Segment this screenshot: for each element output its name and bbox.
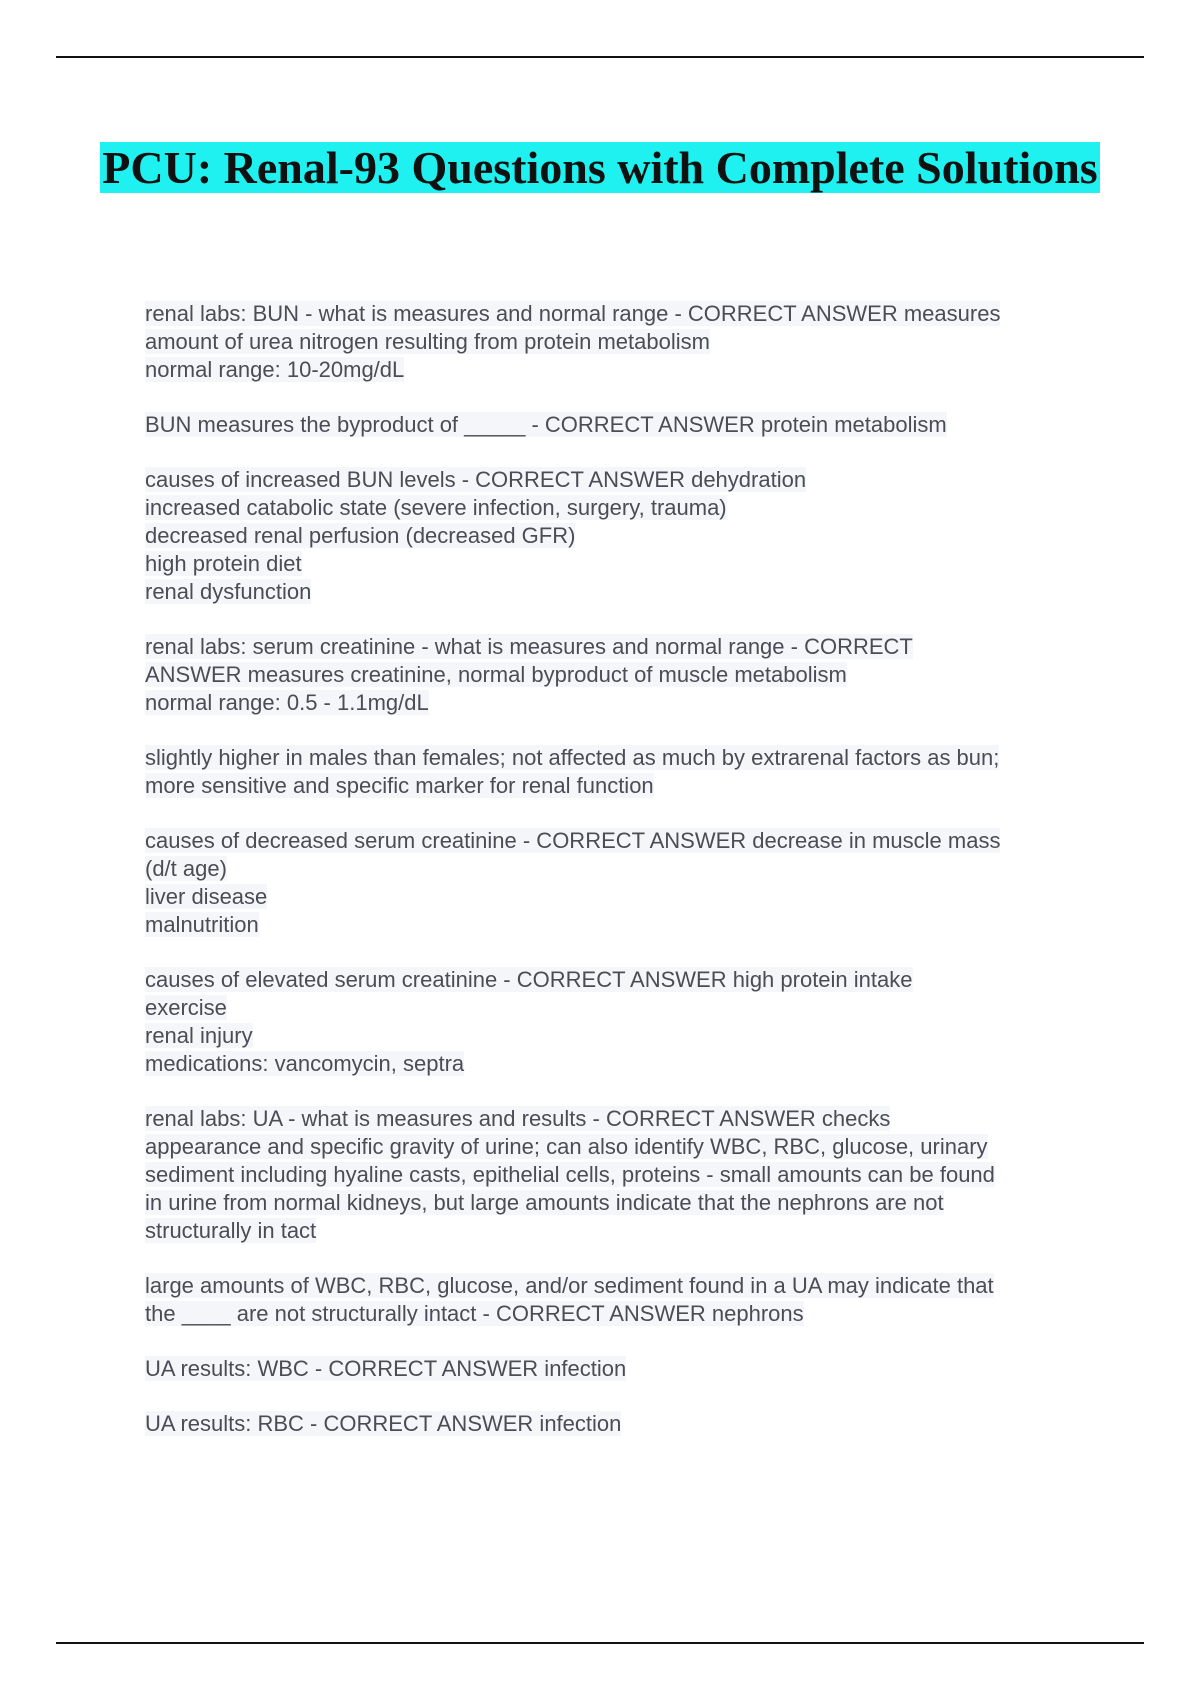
- qa-item: [145, 966, 1095, 1078]
- qa-item: [145, 744, 1095, 800]
- qa-text: BUN measures the byproduct of _____ - CORRECT ANSWER protein metabolism: [145, 412, 947, 437]
- qa-item: [145, 1355, 1095, 1383]
- header-rule: [56, 56, 1144, 58]
- qa-item: [145, 1105, 1095, 1245]
- qa-text: large amounts of WBC, RBC, glucose, and/or sediment found in a UA may indicate that the ____ are not structurally intact - CORRECT ANSWER nephrons: [145, 1273, 994, 1326]
- qa-text: renal labs: BUN - what is measures and normal range - CORRECT ANSWER measures amount of urea nitrogen resulting from protein metabolism normal range: 10-20mg/dL: [145, 301, 1001, 382]
- qa-item: [145, 300, 1095, 384]
- document-title: PCU: Renal-93 Questions with Complete Solutions: [102, 142, 1098, 193]
- qa-text: causes of elevated serum creatinine - CORRECT ANSWER high protein intake exercise renal injury medications: vancomycin, septra: [145, 967, 913, 1076]
- qa-list: [145, 300, 1095, 1465]
- title-block: [0, 140, 1200, 196]
- footer-rule: [56, 1642, 1144, 1644]
- qa-text: renal labs: UA - what is measures and results - CORRECT ANSWER checks appearance and specific gravity of urine; can also identify WBC, RBC, glucose, urinary sediment including hyaline casts, epithelial cells, proteins - small amounts can be found in urine from normal kidneys, but large amounts indicate that the nephrons are not structurally in tact: [145, 1106, 995, 1243]
- qa-text: UA results: RBC - CORRECT ANSWER infection: [145, 1411, 622, 1436]
- qa-text: UA results: WBC - CORRECT ANSWER infection: [145, 1356, 627, 1381]
- qa-item: [145, 633, 1095, 717]
- qa-item: [145, 466, 1095, 606]
- qa-text: causes of decreased serum creatinine - CORRECT ANSWER decrease in muscle mass (d/t age) liver disease malnutrition: [145, 828, 1001, 937]
- qa-item: [145, 1410, 1095, 1438]
- qa-item: [145, 1272, 1095, 1328]
- qa-item: [145, 827, 1095, 939]
- qa-item: [145, 411, 1095, 439]
- qa-text: causes of increased BUN levels - CORRECT ANSWER dehydration increased catabolic state (severe infection, surgery, trauma) decreased renal perfusion (decreased GFR) high protein diet renal dysfunction: [145, 467, 807, 604]
- qa-text: slightly higher in males than females; not affected as much by extrarenal factors as bun; more sensitive and specific marker for renal function: [145, 745, 1000, 798]
- qa-text: renal labs: serum creatinine - what is measures and normal range - CORRECT ANSWER measures creatinine, normal byproduct of muscle metabolism normal range: 0.5 - 1.1mg/dL: [145, 634, 913, 715]
